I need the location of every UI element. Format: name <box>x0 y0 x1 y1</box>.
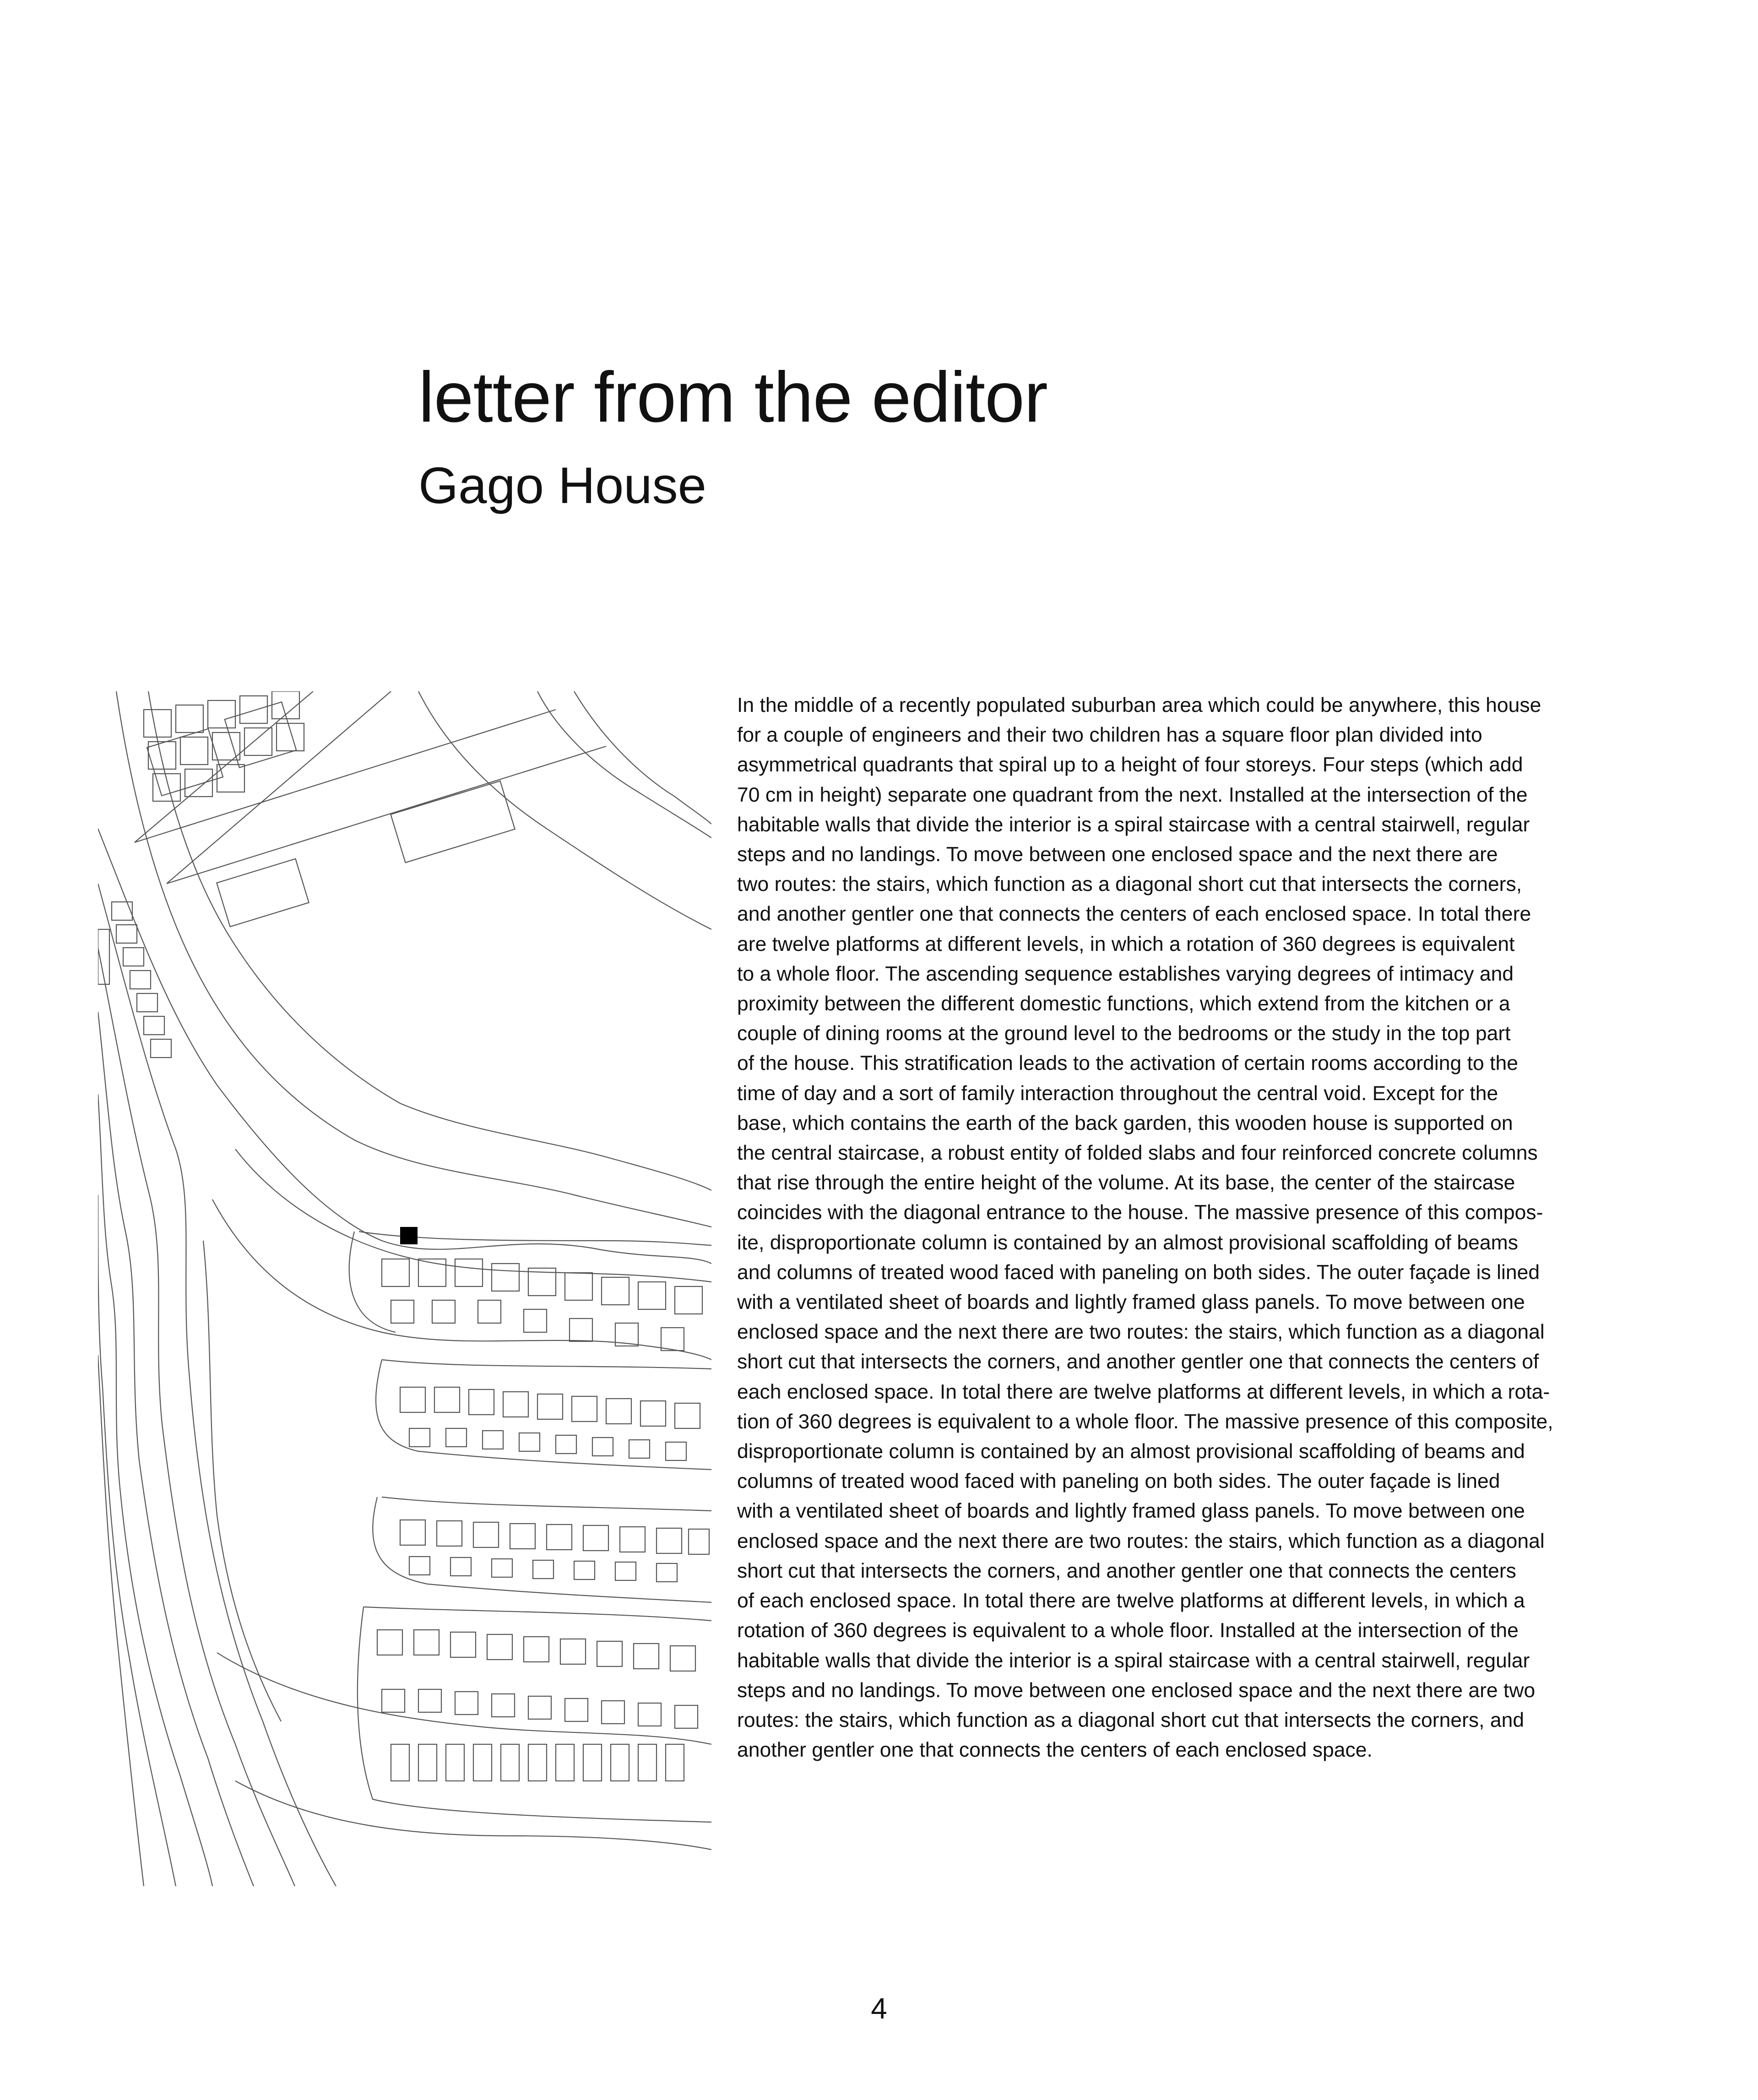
article-line: columns of treated wood faced with paneling on both sides. The outer façade is lined <box>737 1470 1500 1493</box>
site-plan-drawing <box>98 691 711 1886</box>
article-line: steps and no landings. To move between one enclosed space and the next there are two <box>737 1679 1536 1702</box>
article-line: habitable walls that divide the interior is a spiral staircase with a central stairwell, regular <box>737 813 1530 836</box>
article-line: the central staircase, a robust entity of folded slabs and four reinforced concrete columns <box>737 1142 1538 1165</box>
page-subtitle: Gago House <box>418 457 706 514</box>
page-number: 4 <box>871 1992 887 2025</box>
article-line: enclosed space and the next there are two routes: the stairs, which function as a diagonal <box>737 1530 1545 1552</box>
article-line: proximity between the different domestic functions, which extend from the kitchen or a <box>737 993 1510 1015</box>
article-line: base, which contains the earth of the back garden, this wooden house is supported on <box>737 1112 1513 1134</box>
article-line: couple of dining rooms at the ground level to the bedrooms or the study in the top part <box>737 1022 1511 1045</box>
article-line: coincides with the diagonal entrance to the house. The massive presence of this compos- <box>737 1201 1543 1224</box>
article-line: enclosed space and the next there are two routes: the stairs, which function as a diagonal <box>737 1321 1545 1344</box>
article-line: and another gentler one that connects the centers of each enclosed space. In total there <box>737 903 1531 926</box>
article-body <box>737 690 1676 1765</box>
article-line: In the middle of a recently populated suburban area which could be anywhere, this house <box>737 694 1541 716</box>
article-line: ite, disproportionate column is contained by an almost provisional scaffolding of beams <box>737 1231 1518 1254</box>
article-line: routes: the stairs, which function as a diagonal short cut that intersects the corners, and <box>737 1709 1525 1731</box>
article-line: two routes: the stairs, which function as a diagonal short cut that intersects the corners, <box>737 873 1522 896</box>
article-line: of each enclosed space. In total there are twelve platforms at different levels, in which a <box>737 1590 1525 1612</box>
article-line: with a ventilated sheet of boards and lightly framed glass panels. To move between one <box>737 1291 1525 1314</box>
article-line: short cut that intersects the corners, and another gentler one that connects the centers <box>737 1559 1516 1582</box>
article-line: asymmetrical quadrants that spiral up to a height of four storeys. Four steps (which add <box>737 754 1523 776</box>
article-line: another gentler one that connects the centers of each enclosed space. <box>737 1739 1373 1762</box>
article-line: time of day and a sort of family interaction throughout the central void. Except for the <box>737 1082 1498 1105</box>
article-line: that rise through the entire height of the volume. At its base, the center of the staircase <box>737 1172 1515 1194</box>
article-line: short cut that intersects the corners, and another gentler one that connects the centers of <box>737 1351 1539 1373</box>
article-line: tion of 360 degrees is equivalent to a whole floor. The massive presence of this composite, <box>737 1410 1553 1433</box>
article-line: rotation of 360 degrees is equivalent to a whole floor. Installed at the intersection of the <box>737 1619 1519 1642</box>
article-line: 70 cm in height) separate one quadrant from the next. Installed at the intersection of the <box>737 783 1528 806</box>
article-line: habitable walls that divide the interior is a spiral staircase with a central stairwell, regular <box>737 1649 1530 1672</box>
article-line: to a whole floor. The ascending sequence establishes varying degrees of intimacy and <box>737 962 1514 985</box>
site-marker <box>400 1227 418 1244</box>
article-line: disproportionate column is contained by an almost provisional scaffolding of beams and <box>737 1440 1525 1463</box>
article-line: and columns of treated wood faced with paneling on both sides. The outer façade is lined <box>737 1261 1540 1284</box>
article-line: each enclosed space. In total there are twelve platforms at different levels, in which a rota- <box>737 1380 1550 1403</box>
article-line: for a couple of engineers and their two children has a square floor plan divided into <box>737 724 1482 747</box>
article-line: of the house. This stratification leads to the activation of certain rooms according to the <box>737 1052 1518 1075</box>
article-line: steps and no landings. To move between one enclosed space and the next there are <box>737 843 1498 866</box>
article-line: are twelve platforms at different levels, in which a rotation of 360 degrees is equivalent <box>737 933 1515 955</box>
page-title: letter from the editor <box>418 358 1047 437</box>
article-line: with a ventilated sheet of boards and lightly framed glass panels. To move between one <box>737 1500 1525 1523</box>
